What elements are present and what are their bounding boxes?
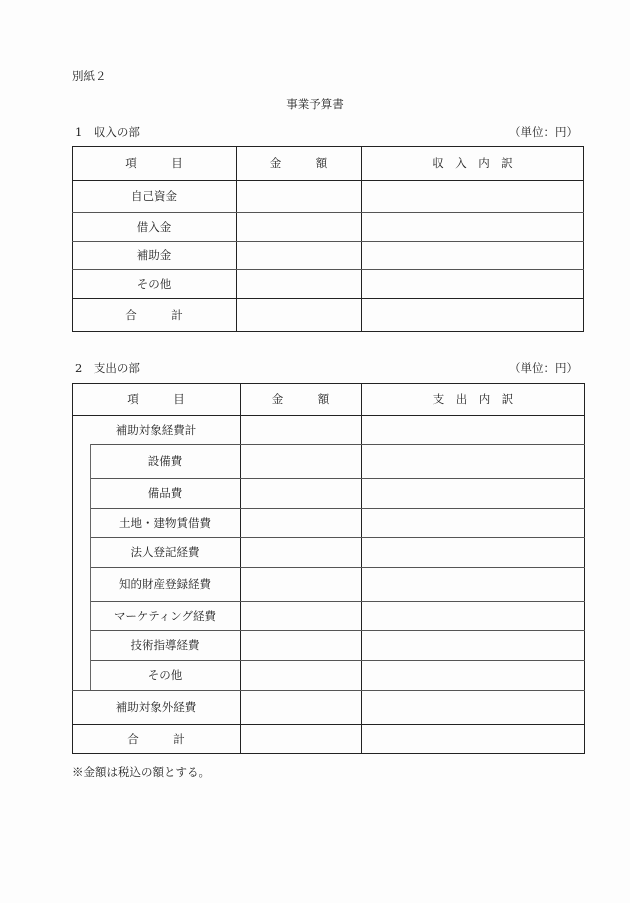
income-header-amount: 金 額: [269, 156, 328, 170]
expense-detail-field[interactable]: [361, 537, 585, 567]
expense-detail-field[interactable]: [361, 415, 585, 444]
expense-amount-field[interactable]: [240, 601, 361, 630]
expense-header-amount: 金 額: [271, 392, 330, 406]
expense-detail-field[interactable]: [361, 690, 585, 724]
expense-amount-field[interactable]: [240, 508, 361, 537]
expense-total-detail[interactable]: [361, 724, 585, 754]
footnote: ※金額は税込の額とする。: [72, 765, 210, 779]
expense-row-technical: 技術指導経費: [130, 638, 200, 652]
expense-amount-field[interactable]: [240, 415, 361, 444]
expense-amount-field[interactable]: [240, 444, 361, 478]
income-header-detail: 収 入 内 訳: [432, 156, 513, 170]
income-amount-field[interactable]: [236, 241, 361, 269]
expense-row-ip: 知的財産登録経費: [119, 577, 211, 591]
expense-amount-field[interactable]: [240, 478, 361, 508]
income-row-subsidy: 補助金: [136, 248, 172, 262]
expense-row-equipment: 設備費: [147, 454, 183, 468]
income-total-label: 合 計: [125, 308, 183, 322]
expense-non-subsidized-label: 補助対象外経費: [115, 700, 197, 714]
expense-detail-field[interactable]: [361, 508, 585, 537]
expense-detail-field[interactable]: [361, 478, 585, 508]
expense-total-amount[interactable]: [240, 724, 361, 754]
income-detail-field[interactable]: [361, 241, 584, 269]
expense-header-item: 項 目: [127, 392, 185, 406]
income-total-detail[interactable]: [361, 298, 584, 332]
expense-heading: 2 支出の部: [75, 361, 140, 375]
expense-detail-field[interactable]: [361, 630, 585, 660]
income-row-own-funds: 自己資金: [131, 189, 177, 203]
expense-detail-field[interactable]: [361, 660, 585, 690]
income-total-amount[interactable]: [236, 298, 361, 332]
expense-header-detail: 支 出 内 訳: [432, 392, 514, 406]
expense-amount-field[interactable]: [240, 630, 361, 660]
expense-detail-field[interactable]: [361, 601, 585, 630]
income-unit: （単位：円）: [509, 125, 578, 139]
income-amount-field[interactable]: [236, 212, 361, 241]
expense-total-label: 合 計: [127, 732, 185, 746]
expense-amount-field[interactable]: [240, 690, 361, 724]
annex-label: 別紙２: [72, 69, 107, 83]
income-detail-field[interactable]: [361, 212, 584, 241]
expense-row-marketing: マーケティング経費: [113, 608, 217, 623]
income-amount-field[interactable]: [236, 269, 361, 298]
expense-row-registration: 法人登記経費: [130, 545, 200, 559]
expense-row-other: その他: [147, 668, 183, 682]
income-heading: 1 収入の部: [75, 125, 140, 139]
expense-row-fixtures: 備品費: [147, 486, 183, 500]
expense-unit: （単位：円）: [509, 361, 578, 375]
document-title: 事業予算書: [286, 97, 344, 111]
income-detail-field[interactable]: [361, 269, 584, 298]
expense-amount-field[interactable]: [240, 537, 361, 567]
income-row-other: その他: [136, 276, 172, 291]
expense-detail-field[interactable]: [361, 444, 585, 478]
expense-row-rent: 土地・建物賃借費: [119, 515, 211, 530]
expense-detail-field[interactable]: [361, 567, 585, 601]
income-row-loans: 借入金: [136, 219, 172, 234]
expense-subsidized-total-label: 補助対象経費計: [115, 422, 197, 437]
expense-amount-field[interactable]: [240, 567, 361, 601]
income-header-item: 項 目: [125, 156, 183, 170]
income-detail-field[interactable]: [361, 180, 584, 212]
expense-amount-field[interactable]: [240, 660, 361, 690]
income-amount-field[interactable]: [236, 180, 361, 212]
